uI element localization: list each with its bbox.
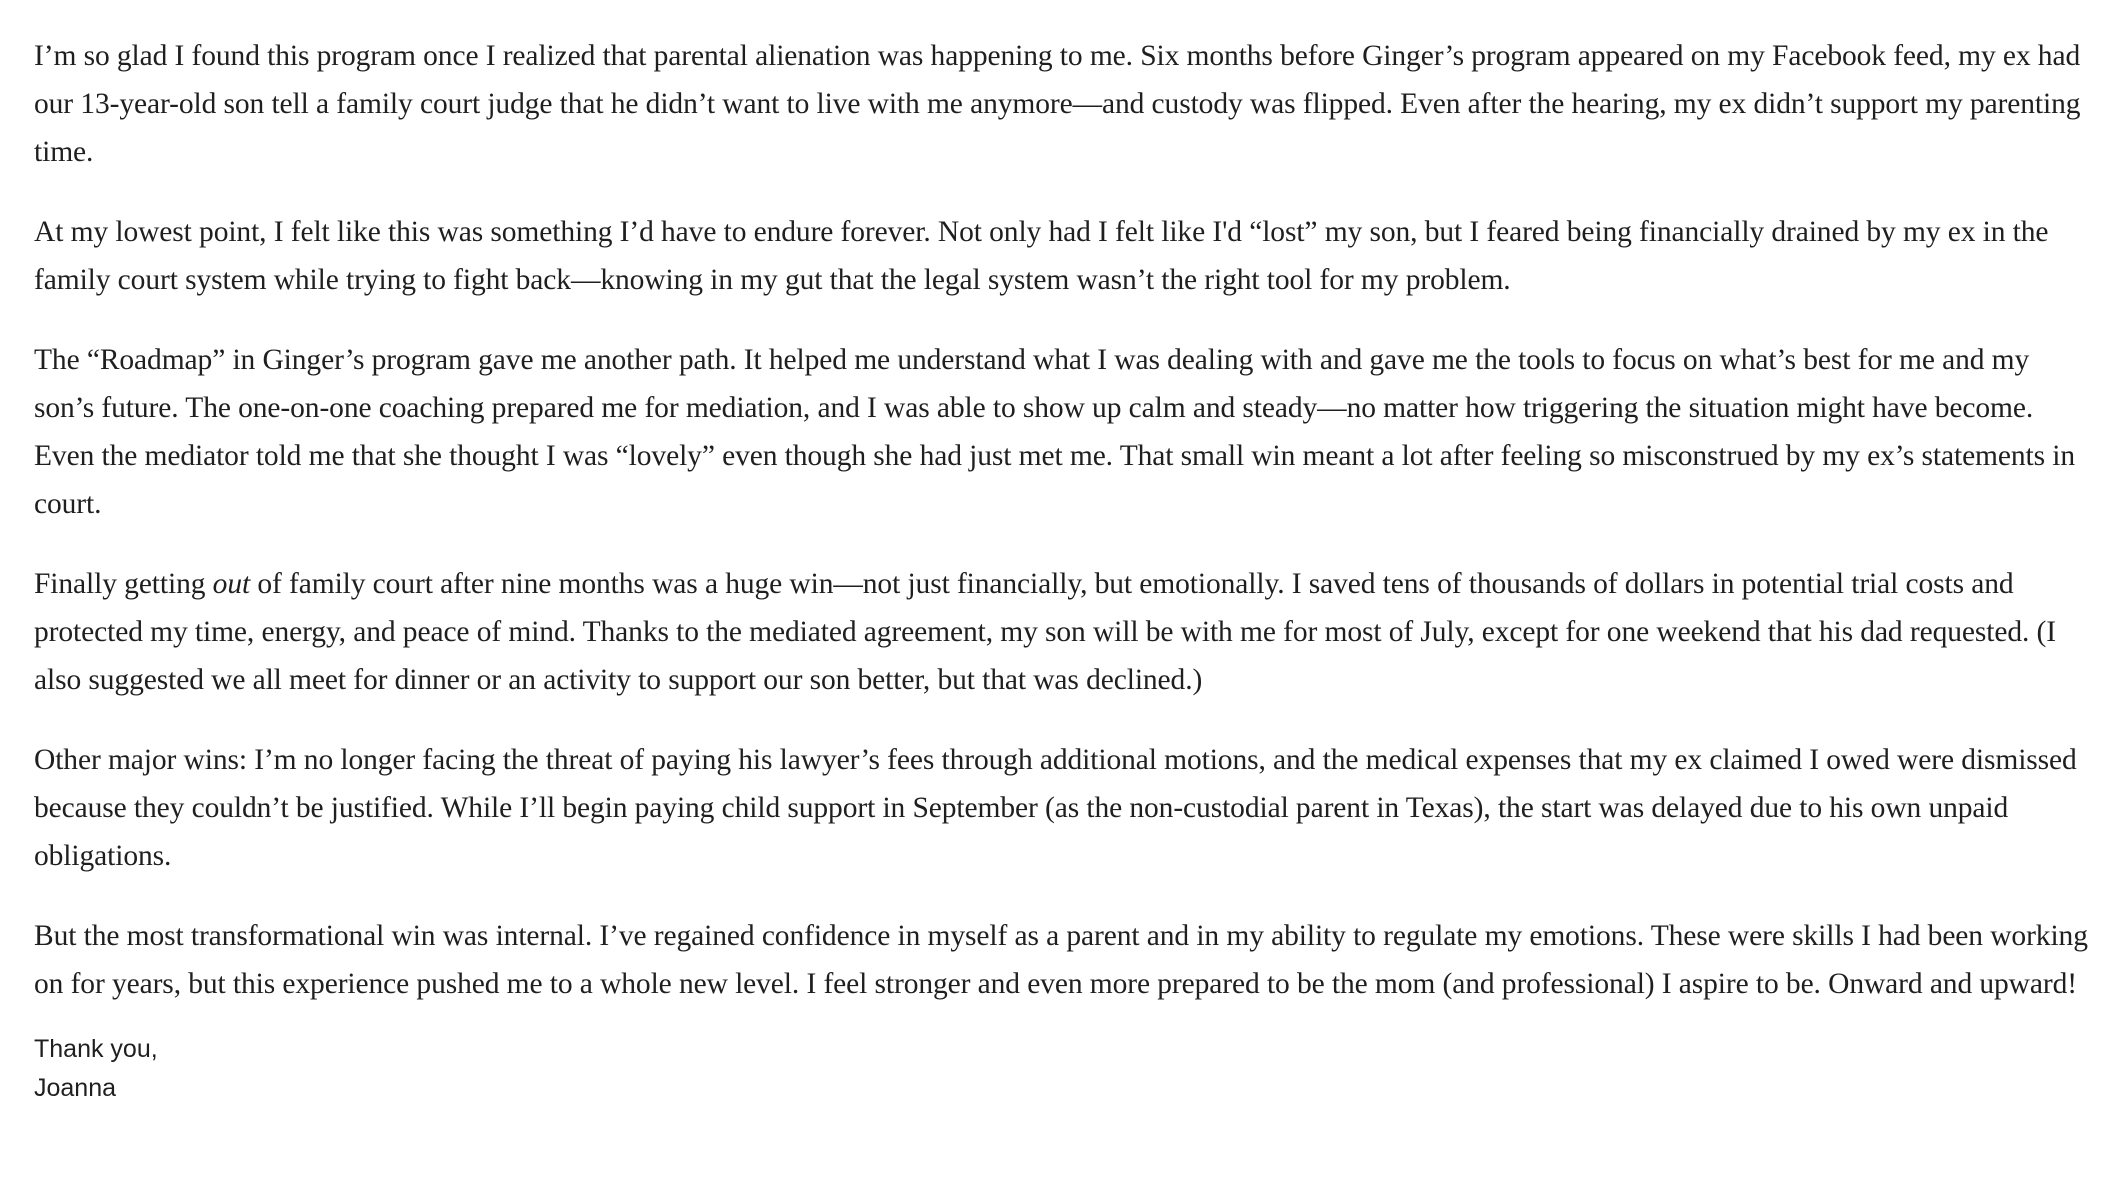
- paragraph-lowest-point: At my lowest point, I felt like this was something I’d have to endure forever. Not only had I felt like I'd “lost” my son, but I feared being financially drained by my ex in the family court system while trying to fight back—knowing in my gut that the legal system wasn’t the right tool for my problem.: [34, 216, 2049, 296]
- paragraph-other-wins: Other major wins: I’m no longer facing the threat of paying his lawyer’s fees through additional motions, and the medical expenses that my ex claimed I owed were dismissed because they couldn’t be justified. While I’ll begin paying child support in September (as the non-custodial parent in Texas), the start was delayed due to his own unpaid obligations.: [34, 744, 2077, 872]
- paragraph-text-segment: of family court after nine months was a huge win—not just financially, but emotionally. I saved tens of thousands of dollars in potential trial costs and protected my time, energy, and peace of mind. Thanks to the mediated agreement, my son will be with me for most of July, except for one weekend that his dad requested. (I also suggested we all meet for dinner or an activity to support our son better, but that was declined.): [34, 568, 2056, 696]
- emphasized-word: out: [212, 568, 251, 600]
- paragraph-roadmap: The “Roadmap” in Ginger’s program gave me another path. It helped me understand what I was dealing with and gave me the tools to focus on what’s best for me and my son’s future. The one-on-one coaching prepared me for mediation, and I was able to show up calm and steady—no matter how triggering the situation might have become. Even the mediator told me that she thought I was “lovely” even though she had just met me. That small win meant a lot after feeling so misconstrued by my ex’s statements in court.: [34, 344, 2076, 520]
- paragraph-intro: I’m so glad I found this program once I realized that parental alienation was happening to me. Six months before Ginger’s program appeared on my Facebook feed, my ex had our 13-year-old son tell a family court judge that he didn’t want to live with me anymore—and custody was flipped. Even after the hearing, my ex didn’t support my parenting time.: [34, 40, 2081, 168]
- paragraph-transformational-win: But the most transformational win was internal. I’ve regained confidence in myself as a parent and in my ability to regulate my emotions. These were skills I had been working on for years, but this experience pushed me to a whole new level. I feel stronger and even more prepared to be the mom (and professional) I aspire to be. Onward and upward!: [34, 920, 2088, 1000]
- letter-closing: [34, 1030, 2094, 1108]
- paragraph-out-of-court: [34, 560, 2094, 704]
- paragraph-text-segment: Finally getting: [34, 568, 213, 600]
- signature-name: Joanna: [34, 1074, 117, 1102]
- closing-line: Thank you,: [34, 1035, 158, 1063]
- testimonial-letter: [34, 32, 2094, 1108]
